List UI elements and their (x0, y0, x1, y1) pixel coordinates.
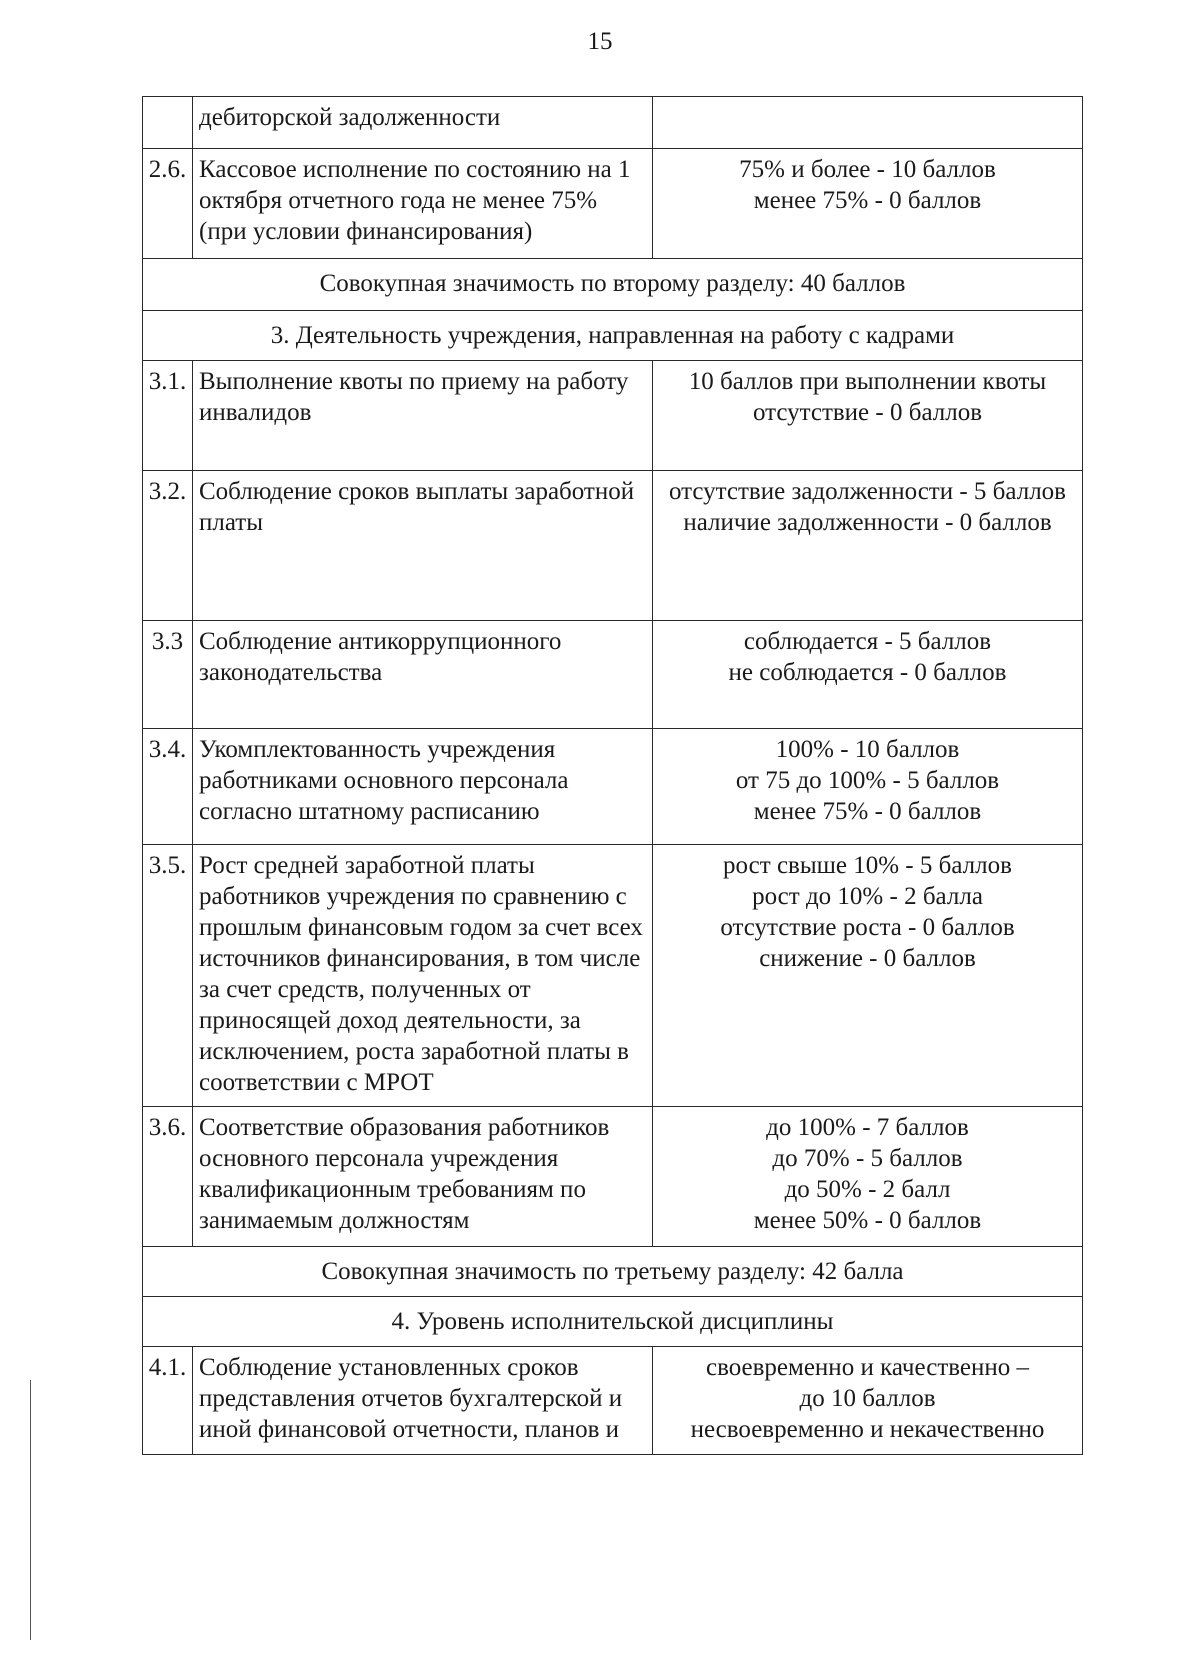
score-line: не соблюдается - 0 баллов (728, 659, 1007, 686)
criterion-row (143, 621, 1083, 729)
score-line: снижение - 0 баллов (759, 945, 976, 972)
score-line: 75% и более - 10 баллов (739, 156, 996, 183)
criterion-number (143, 97, 193, 149)
section-row (143, 311, 1083, 361)
section-heading: 4. Уровень исполнительской дисциплины (143, 1297, 1083, 1347)
criterion-description: Соблюдение антикоррупционного законодательства (193, 621, 653, 729)
score-line: рост свыше 10% - 5 баллов (723, 852, 1012, 879)
criterion-description: Соответствие образования работников основного персонала учреждения квалификационным требованиям по занимаемым должностям (193, 1107, 653, 1247)
criterion-row (143, 149, 1083, 259)
criterion-number: 3.2. (143, 471, 193, 621)
criterion-score (653, 1347, 1083, 1455)
criterion-row (143, 1107, 1083, 1247)
criterion-row (143, 471, 1083, 621)
score-line: до 10 баллов (799, 1385, 936, 1412)
criterion-score (653, 729, 1083, 845)
score-line: от 75 до 100% - 5 баллов (735, 767, 1000, 794)
section-row (143, 259, 1083, 311)
criterion-number: 3.4. (143, 729, 193, 845)
criterion-description: Соблюдение сроков выплаты заработной платы (193, 471, 653, 621)
score-line: менее 75% - 0 баллов (753, 187, 982, 214)
score-line: соблюдается - 5 баллов (743, 628, 992, 655)
criteria-table (142, 96, 1083, 1455)
score-line: менее 50% - 0 баллов (753, 1207, 982, 1234)
score-line: наличие задолженности - 0 баллов (683, 509, 1052, 536)
score-line: 10 баллов при выполнении квоты (688, 368, 1047, 395)
section-row (143, 1297, 1083, 1347)
score-line: менее 75% - 0 баллов (753, 798, 982, 825)
criterion-description: Укомплектованность учреждения работниками основного персонала согласно штатному расписанию (193, 729, 653, 845)
criterion-description: Выполнение квоты по приему на работу инвалидов (193, 361, 653, 471)
criterion-number: 3.1. (143, 361, 193, 471)
criterion-score (653, 361, 1083, 471)
score-line: несвоевременно и некачественно (690, 1416, 1045, 1443)
score-line: до 100% - 7 баллов (766, 1114, 969, 1141)
criterion-description: Соблюдение установленных сроков представления отчетов бухгалтерской и иной финансовой отчетности, планов и (193, 1347, 653, 1455)
criterion-row (143, 729, 1083, 845)
criterion-row (143, 1347, 1083, 1455)
criterion-description: Рост средней заработной платы работников учреждения по сравнению с прошлым финансовым годом за счет всех источников финансирования, в том числе за счет средств, полученных от приносящей доход деятельности, за исключением, роста заработной платы в соответствии с МРОТ (193, 845, 653, 1107)
scan-edge-line (30, 1380, 31, 1640)
score-line: до 70% - 5 баллов (772, 1145, 963, 1172)
score-line: отсутствие - 0 баллов (752, 399, 983, 426)
criterion-number: 3.6. (143, 1107, 193, 1247)
section-row (143, 1247, 1083, 1297)
section-heading: Совокупная значимость по второму разделу: 40 баллов (143, 259, 1083, 311)
score-line: 100% - 10 баллов (775, 736, 960, 763)
criterion-number: 2.6. (143, 149, 193, 259)
score-line: отсутствие роста - 0 баллов (720, 914, 1015, 941)
score-line: до 50% - 2 балл (784, 1176, 951, 1203)
criterion-description: Кассовое исполнение по состоянию на 1 октября отчетного года не менее 75% (при условии финансирования) (193, 149, 653, 259)
criterion-row (143, 97, 1083, 149)
criterion-row (143, 845, 1083, 1107)
criterion-description: дебиторской задолженности (193, 97, 653, 149)
section-heading: 3. Деятельность учреждения, направленная на работу с кадрами (143, 311, 1083, 361)
criterion-score (653, 1107, 1083, 1247)
score-line: своевременно и качественно – (705, 1354, 1030, 1381)
criterion-number: 4.1. (143, 1347, 193, 1455)
section-heading: Совокупная значимость по третьему разделу: 42 балла (143, 1247, 1083, 1297)
criteria-table-body (143, 97, 1083, 1455)
criterion-score (653, 97, 1083, 149)
score-line: рост до 10% - 2 балла (752, 883, 983, 910)
criterion-number: 3.3 (143, 621, 193, 729)
criterion-row (143, 361, 1083, 471)
criterion-score (653, 845, 1083, 1107)
criterion-score (653, 621, 1083, 729)
criterion-score (653, 149, 1083, 259)
score-line: отсутствие задолженности - 5 баллов (669, 478, 1066, 505)
criterion-score (653, 471, 1083, 621)
criterion-number: 3.5. (143, 845, 193, 1107)
page-number: 15 (587, 28, 613, 55)
